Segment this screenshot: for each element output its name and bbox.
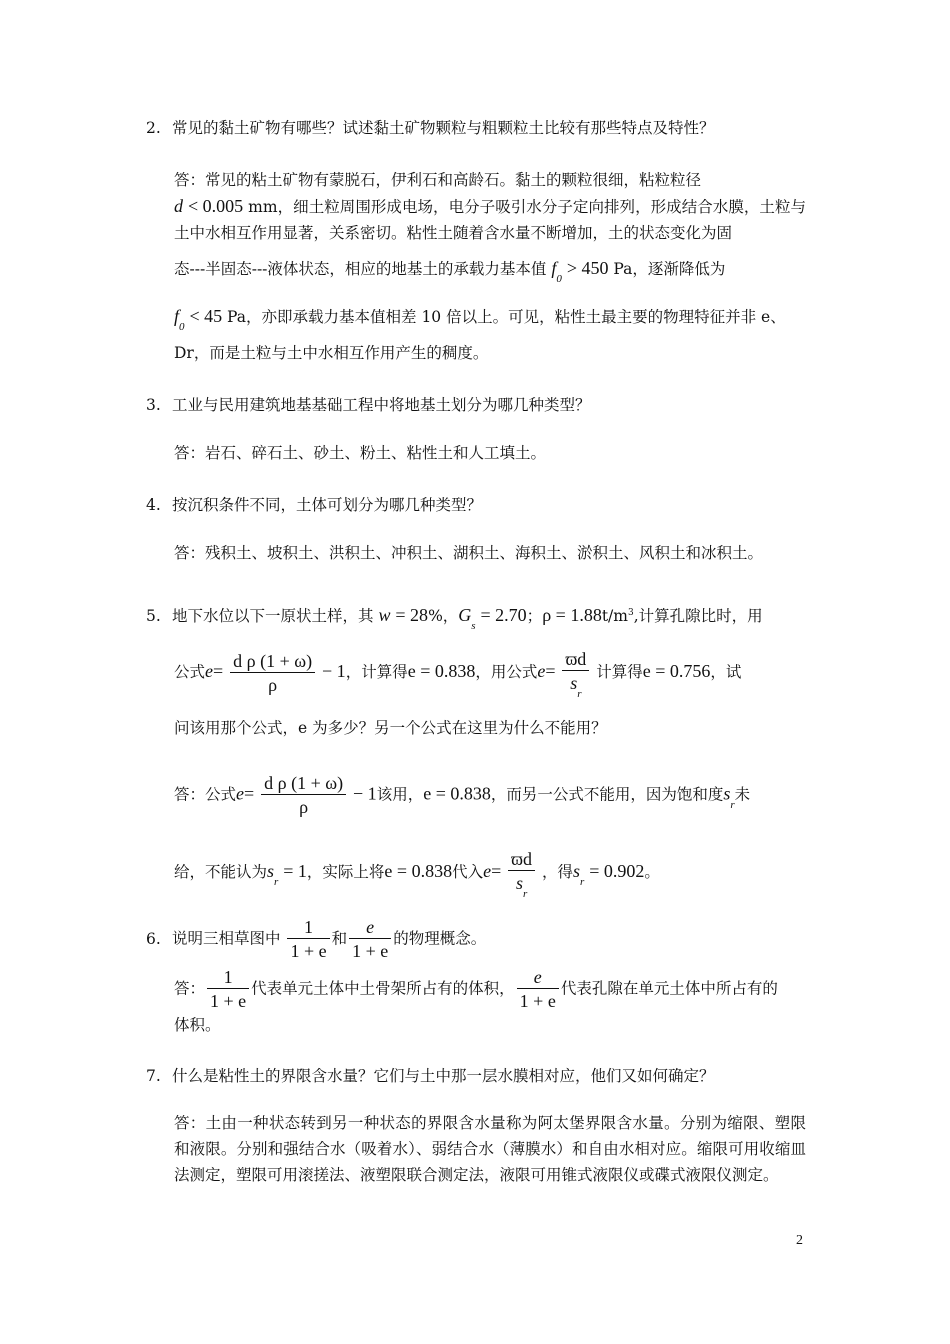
numerator: ϖd <box>565 649 587 669</box>
fraction-formula-2 <box>508 848 535 898</box>
answer-6 <box>174 966 778 1013</box>
math-f: f <box>174 306 180 326</box>
question-text: 常见的黏土矿物有哪些？试述黏土矿物颗粒与粗颗粒土比较有那些特点及特性？ <box>172 119 715 137</box>
math-eq: = <box>213 661 224 681</box>
math-subscript: s <box>471 620 476 633</box>
numerator: d ρ (1 + ω) <box>264 773 344 793</box>
question-text: ，用公式 <box>475 663 538 681</box>
question-number: 2. <box>146 119 161 137</box>
question-text: ，试 <box>710 663 742 681</box>
math-subscript: r <box>274 876 279 888</box>
question-number: 3. <box>146 396 161 414</box>
question-text: 的物理概念。 <box>393 929 487 948</box>
answer-text: Pa，逐渐降低为 <box>613 260 726 278</box>
math-e: e <box>483 861 492 881</box>
answer-2 <box>174 167 806 246</box>
question-text: 计算得 <box>596 663 643 681</box>
math-f: f <box>551 258 557 278</box>
numerator: e <box>366 917 375 937</box>
answer-2-line <box>174 255 725 284</box>
answer-text: ，得 <box>541 863 573 881</box>
answer-4: 答：残积土、坡积土、洪积土、冲积土、湖积土、海积土、淤积土、风积土和冰积土。 <box>174 544 764 562</box>
answer-text: ，而另一公式不能用，因为饱和度 <box>490 785 724 804</box>
answer-text: 该用， <box>376 785 424 804</box>
math-value: = 2.70 <box>480 605 527 626</box>
math-s: s <box>570 673 578 693</box>
math-value: < 0.005 <box>187 196 244 216</box>
answer-text: mm，细土粒周围形成电场，电分子吸引水分子定向排列，形成结合水膜，土粒与土中水相互作用显著，关系密切。粘性土随着含水量不断增加，土的状态变化为固 <box>174 198 807 242</box>
question-2 <box>146 117 715 139</box>
question-number: 4. <box>146 496 161 514</box>
math-e: e <box>537 661 546 681</box>
math-value: − 1 <box>322 661 346 681</box>
answer-7: 答：土由一种状态转到另一种状态的界限含水量称为阿太堡界限含水量。分别为缩限、塑限和液限。分别和强结合水（吸着水）、弱结合水（薄膜水）和自由水相对应。缩限可用收缩皿法测定，塑限可用滚搓法、液塑限联合测定法，液限可用锥式液限仪或碟式液限仪测定。 <box>174 1114 806 1184</box>
math-s: s <box>572 861 580 881</box>
math-subscript: r <box>730 798 735 811</box>
answer-text: 答：公式 <box>174 785 237 804</box>
math-eq: = <box>545 661 556 681</box>
answer-5-line-2 <box>174 848 660 898</box>
answer-text: ，实际上将 <box>306 863 385 881</box>
superscript: 3 <box>627 608 634 618</box>
math-value: e = 0.838 <box>407 661 476 681</box>
math-w: w <box>378 605 391 626</box>
question-number: 5. <box>146 607 161 626</box>
denominator: ρ <box>261 794 346 819</box>
denominator: ρ <box>230 672 315 697</box>
math-rho: ρ = 1.88 <box>542 605 602 626</box>
question-text: %， <box>428 607 459 626</box>
question-text: 工业与民用建筑地基基础工程中将地基土划分为哪几种类型？ <box>172 396 591 414</box>
fraction-one-over <box>287 916 329 963</box>
math-value: = 0.902 <box>589 861 645 881</box>
answer-2-line <box>174 340 488 366</box>
fraction-formula-2 <box>562 648 589 698</box>
question-5-line: 问该用那个公式，e 为多少？另一个公式在这里为什么不能用？ <box>174 719 607 737</box>
answer-text: 代表单元土体中土骨架所占有的体积， <box>251 979 515 998</box>
denominator: 1 + e <box>287 938 329 963</box>
page-number: 2 <box>796 1233 803 1248</box>
math-subscript: 0 <box>179 321 185 333</box>
answer-text: 答：常见的粘土矿物有蒙脱石，伊利石和高龄石。黏土的颗粒很细，粘粒粒径 <box>174 171 702 189</box>
fraction-e-over <box>517 966 559 1013</box>
math-value: e = 0.838 <box>423 783 491 804</box>
math-e: e <box>205 661 214 681</box>
answer-text: 代表孔隙在单元土体中所占有的 <box>560 979 778 998</box>
math-value: < 45 <box>189 306 223 326</box>
math-G: G <box>458 605 472 626</box>
numerator: e <box>533 967 542 987</box>
question-3 <box>146 394 591 416</box>
math-value: = 1 <box>283 861 307 881</box>
fraction-formula-1 <box>230 650 315 697</box>
answer-text: 未 <box>734 785 751 804</box>
math-value: − 1 <box>353 783 377 804</box>
numerator: 1 <box>304 917 314 937</box>
question-text: 按沉积条件不同，土体可划分为哪几种类型？ <box>172 496 483 514</box>
answer-text: 给，不能认为 <box>174 863 268 881</box>
answer-5-line-1 <box>174 772 750 819</box>
question-text: ； <box>526 607 543 626</box>
numerator: ϖd <box>511 849 533 869</box>
denominator: 1 + e <box>207 988 249 1013</box>
answer-6-tail: 体积。 <box>174 1016 221 1034</box>
math-value: e = 0.838 <box>384 861 453 881</box>
question-4 <box>146 494 482 516</box>
fraction-e-over <box>349 916 391 963</box>
question-text: 地下水位以下一原状土样，其 <box>172 607 374 626</box>
math-eq: = <box>244 783 255 804</box>
fraction-one-over <box>207 966 249 1013</box>
math-subscript: r <box>577 688 582 700</box>
question-number: 7. <box>146 1067 161 1085</box>
question-text: 什么是粘性土的界限含水量？它们与土中那一层水膜相对应，他们又如何确定？ <box>172 1067 715 1085</box>
math-value: > 450 <box>566 258 609 278</box>
denominator: 1 + e <box>349 938 391 963</box>
math-value: = 28 <box>395 605 429 626</box>
math-subscript: r <box>580 876 585 888</box>
question-5 <box>146 602 763 633</box>
question-6 <box>146 916 486 963</box>
math-s: s <box>267 861 275 881</box>
answer-3: 答：岩石、碎石土、砂土、粉土、粘性土和人工填土。 <box>174 444 547 462</box>
question-text: 说明三相草图中 <box>172 929 281 948</box>
math-subscript: r <box>522 888 528 900</box>
answer-text: Dr，而是土粒与土中水相互作用产生的稠度。 <box>174 344 489 362</box>
math-s: s <box>515 873 523 893</box>
answer-text: 态---半固态---液体状态，相应的地基土的承载力基本值 <box>174 260 547 278</box>
denominator: 1 + e <box>517 988 559 1013</box>
unit: t/m <box>601 607 628 626</box>
answer-text: 代入 <box>452 863 484 881</box>
question-text: 公式 <box>174 663 206 681</box>
math-value: e = 0.756 <box>642 661 711 681</box>
fraction-formula-1 <box>261 772 346 819</box>
math-eq: = <box>491 861 502 881</box>
question-text: ，计算得 <box>345 663 408 681</box>
math-d: d <box>174 196 183 216</box>
answer-text: 。 <box>644 863 660 881</box>
math-s: s <box>723 783 731 804</box>
answer-text: Pa，亦即承载力基本值相差 10 倍以上。可见，粘性土最主要的物理特征并非 e、 <box>227 308 786 326</box>
numerator: 1 <box>223 967 233 987</box>
question-7 <box>146 1065 715 1087</box>
denominator <box>562 670 589 698</box>
question-number: 6. <box>146 929 161 948</box>
question-text: 和 <box>331 929 348 948</box>
answer-text: 答： <box>174 979 206 998</box>
math-subscript: 0 <box>556 273 562 285</box>
math-e: e <box>236 783 245 804</box>
numerator: d ρ (1 + ω) <box>233 650 313 671</box>
question-5-formula-line <box>174 648 741 698</box>
denominator <box>508 870 535 898</box>
answer-2-line <box>174 303 786 332</box>
question-text: ,计算孔隙比时，用 <box>633 607 763 626</box>
